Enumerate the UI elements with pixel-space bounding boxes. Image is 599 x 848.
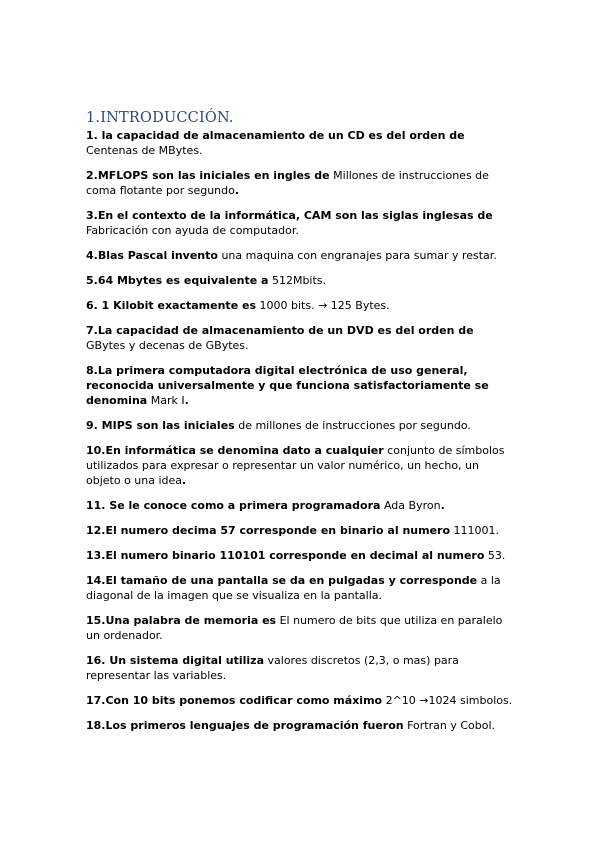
list-item: [86, 498, 516, 513]
list-item: [86, 363, 516, 408]
list-item: [86, 128, 516, 158]
answer-tail: .: [184, 394, 189, 407]
list-item: [86, 248, 516, 263]
question-text: 1. la capacidad de almacenamiento de un CD es del orden de: [86, 129, 465, 142]
question-text: 5.64 Mbytes es equivalente a: [86, 274, 269, 287]
answer-text: a la diagonal de la imagen que se visualiza en la pantalla.: [86, 574, 501, 602]
answer-text: una maquina con engranajes para sumar y restar.: [217, 249, 497, 262]
answer-tail: .: [234, 184, 240, 197]
question-text: 4.Blas Pascal invento: [86, 249, 218, 262]
answer-text: conjunto de símbolos utilizados para expresar o representar un valor numérico, un hecho, un objeto o una idea: [86, 444, 505, 487]
answer-text: Fabricación con ayuda de computador.: [86, 224, 299, 237]
list-item: [86, 418, 516, 433]
list-item: [86, 298, 516, 313]
answer-tail: .: [440, 499, 445, 512]
answer-text: GBytes y decenas de GBytes.: [86, 339, 249, 352]
answer-text: Mark I: [147, 394, 185, 407]
question-text: 17.Con 10 bits ponemos codificar como máximo: [86, 694, 383, 707]
list-item: [86, 573, 516, 603]
list-item: [86, 273, 516, 288]
answer-text: Fortran y Cobol.: [403, 719, 496, 732]
list-item: [86, 523, 516, 538]
list-item: [86, 653, 516, 683]
question-text: 8.La primera computadora digital electrónica de uso general, reconocida universalmente y que funciona satisfactoriamente se denomina: [86, 364, 489, 407]
answer-text: 2^10 →1024 simbolos.: [382, 694, 513, 707]
answer-text: 53.: [484, 549, 506, 562]
answer-text: 111001.: [450, 524, 500, 537]
question-text: 18.Los primeros lenguajes de programación fueron: [86, 719, 404, 732]
answer-text: Millones de instrucciones de coma flotante por segundo: [86, 169, 489, 197]
question-text: 9. MIPS son las iniciales: [86, 419, 235, 432]
answer-text: valores discretos (2,3, o mas) para representar las variables.: [86, 654, 459, 682]
question-text: 15.Una palabra de memoria es: [86, 614, 277, 627]
answer-text: Centenas de MBytes.: [86, 144, 203, 157]
list-item: [86, 718, 516, 733]
answer-tail: .: [182, 474, 187, 487]
list-item: [86, 443, 516, 488]
question-list: [86, 128, 516, 743]
question-text: 16. Un sistema digital utiliza: [86, 654, 265, 667]
section-heading: 1.INTRODUCCIÓN.: [86, 110, 234, 126]
question-text: 2.MFLOPS son las iniciales en ingles de: [86, 169, 330, 182]
question-text: 12.El numero decima 57 corresponde en binario al numero: [86, 524, 451, 537]
question-text: 3.En el contexto de la informática, CAM son las siglas inglesas de: [86, 209, 493, 222]
list-item: [86, 323, 516, 353]
question-text: 13.El numero binario 110101 corresponde en decimal al numero: [86, 549, 485, 562]
list-item: [86, 693, 516, 708]
list-item: [86, 208, 516, 238]
list-item: [86, 613, 516, 643]
question-text: 10.En informática se denomina dato a cualquier: [86, 444, 384, 457]
list-item: [86, 548, 516, 563]
answer-text: de millones de instrucciones por segundo.: [234, 419, 471, 432]
answer-text: El numero de bits que utiliza en paralelo un ordenador.: [86, 614, 503, 642]
answer-text: 512Mbits.: [268, 274, 327, 287]
question-text: 7.La capacidad de almacenamiento de un DVD es del orden de: [86, 324, 474, 337]
question-text: 6. 1 Kilobit exactamente es: [86, 299, 256, 312]
answer-text: 1000 bits. → 125 Bytes.: [256, 299, 390, 312]
list-item: [86, 168, 516, 198]
question-text: 14.El tamaño de una pantalla se da en pulgadas y corresponde: [86, 574, 478, 587]
answer-text: Ada Byron: [380, 499, 441, 512]
question-text: 11. Se le conoce como a primera programadora: [86, 499, 381, 512]
